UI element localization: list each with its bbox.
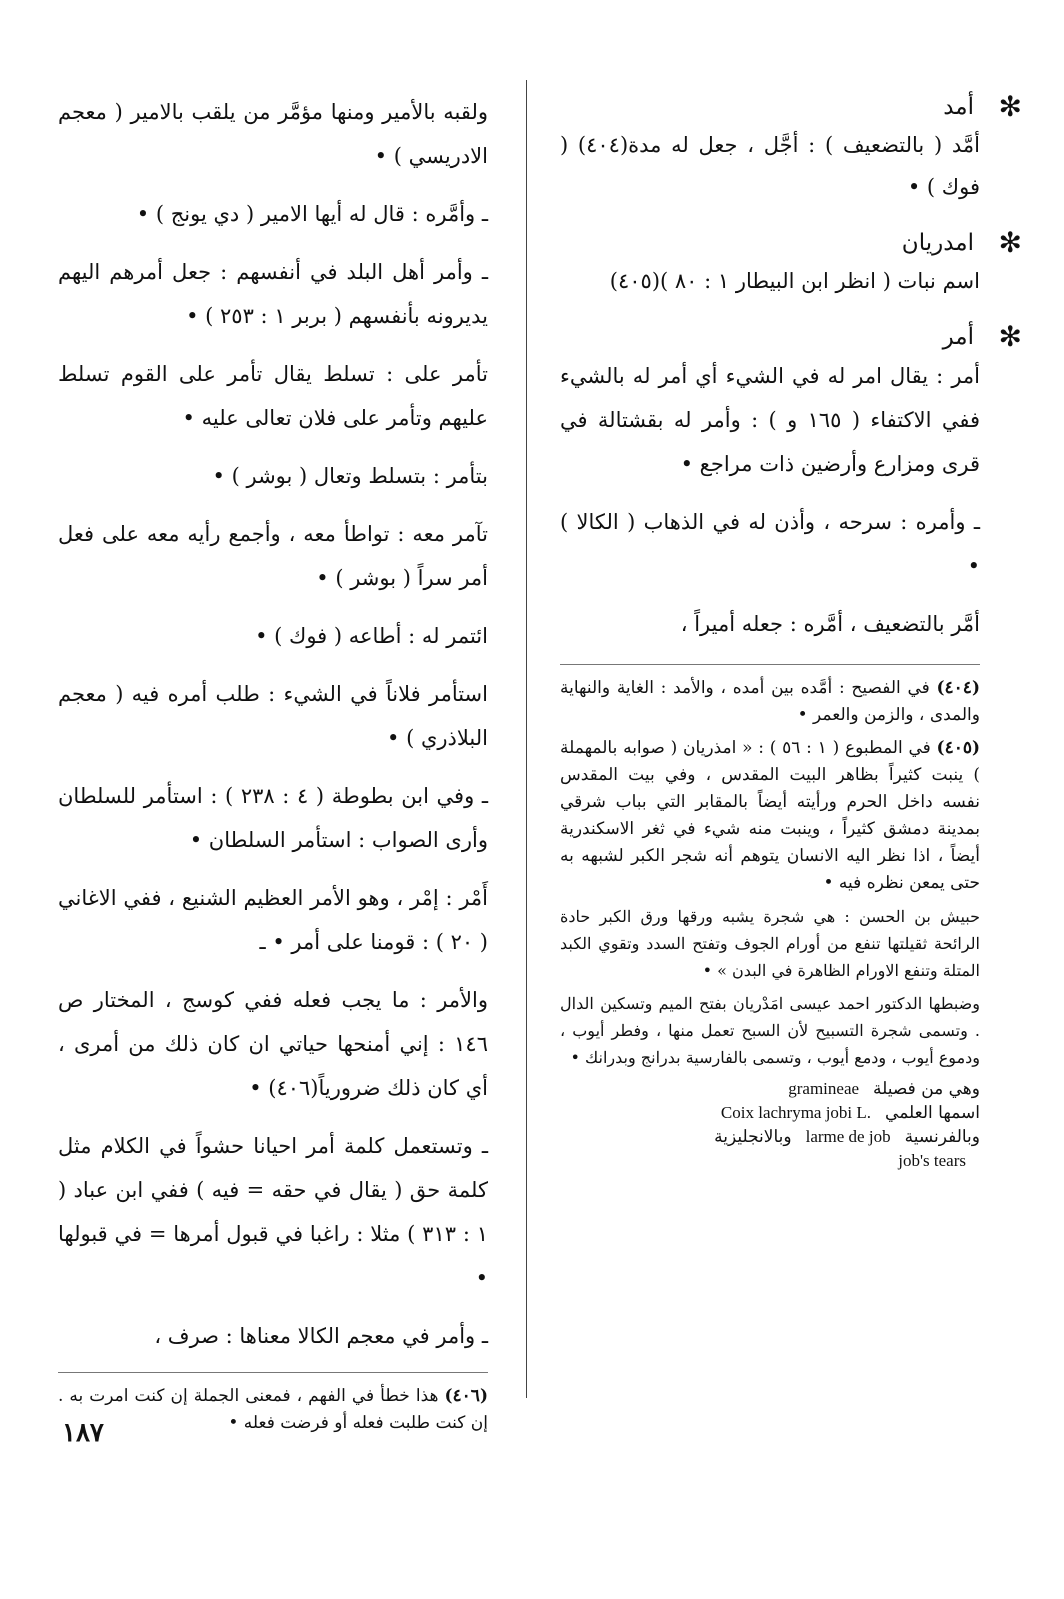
entry-definition: اسم نبات ( انظر ابن البيطار ١ : ٨٠ )(٤٠٥): [609, 269, 980, 293]
footnote-text: في المطبوع ( ١ : ٥٦ ) : « امذريان ( صوابه بالمهملة ) ينبت كثيراً بظاهر البيت المقدس ، وفي بيت المقدس نفسه داخل الحرم ورأيته أيضاً بالمقابر التي بباب شرقي بمدينة دمشق كثيراً ، وينبت منه شيء في ثغر الاسكندرية أيضاً ، اذا نظر اليه الانسان يتوهم أنه شجر الكبر لشبهه به حتى يمعن نظره فيه •: [560, 738, 980, 893]
latin-name-row: [560, 1077, 980, 1101]
footnote-continuation: حبيش بن الحسن : هي شجرة يشبه ورقها ورق الكبر حادة الرائحة ثقيلتها تنفع من أورام الجوف وتفتح السدد وتقوي الكبد المتلة وتنفع الاورام الظاهرة في البدن » •: [560, 907, 980, 980]
footnote-number: (٤٠٦): [444, 1386, 488, 1406]
latin-name: larme de job: [805, 1127, 891, 1146]
paragraph: ائتمر له : أطاعه ( فوك ) •: [255, 624, 488, 648]
arabic-label: اسمها العلمي: [885, 1103, 980, 1123]
footnote-rule: [560, 664, 980, 665]
footnote-rule: [58, 1372, 488, 1373]
footnote: [560, 675, 980, 729]
asterisk-icon: ✻: [998, 320, 1022, 353]
headword-text: امدريان: [901, 230, 974, 256]
latin-name: Coix lachryma jobi L.: [720, 1103, 872, 1122]
right-column: [560, 90, 1022, 1173]
paragraph: استأمر فلاناً في الشيء : طلب أمره فيه ( معجم البلاذري ) •: [58, 682, 488, 750]
paragraph: والأمر : ما يجب فعله ففي كوسج ، المختار ص ١٤٦ : إني أمنحها حياتي ان كان ذلك من أمرى ، أي كان ذلك ضرورياً(٤٠٦) •: [58, 988, 488, 1100]
arabic-label: وهي من فصيلة: [873, 1079, 980, 1099]
left-column: [58, 90, 488, 1443]
footnote-text: في الفصيح : أمَّده بين أمده ، والأمد : الغاية والنهاية والمدى ، والزمن والعمر •: [560, 678, 980, 725]
entry-headword: [560, 90, 1022, 124]
asterisk-icon: ✻: [998, 90, 1022, 123]
entry-headword: [560, 226, 1022, 260]
footnote: [58, 1383, 488, 1437]
latin-name: job's tears: [898, 1151, 966, 1170]
entry-definition: أمر : يقال امر له في الشيء أي أمر له بالشيء ففي الاكتفاء ( ١٦٥ و ) : وأمر له بقشتالة في قرى ومزارع وأرضين ذات مراجع •: [560, 364, 980, 476]
footnote: [560, 735, 980, 897]
paragraph: تآمر معه : تواطأ معه ، وأجمع رأيه معه على فعل أمر سراً ( بوشر ) •: [58, 522, 488, 590]
latin-name-row: [560, 1125, 980, 1149]
asterisk-icon: ✻: [998, 226, 1022, 259]
paragraph: ولقبه بالأمير ومنها مؤمَّر من يلقب بالامير ( معجم الادريسي ) •: [58, 100, 488, 168]
headword-text: أمر: [942, 324, 974, 350]
entry-definition: ـ وأمره : سرحه ، وأذن له في الذهاب ( الكالا ) •: [560, 510, 980, 578]
column-divider: [526, 80, 527, 1398]
footnote-continuation: وضبطها الدكتور احمد عيسى امَدْريان بفتح الميم وتسكين الدال . وتسمى شجرة التسبيح لأن السبح تعمل منها ، وفطر أيوب ، ودموع أيوب ، ودمع أيوب ، وتسمى بالفارسية بدرانج وبدرانك •: [560, 994, 980, 1067]
latin-name-row: [560, 1101, 980, 1125]
footnote-text: هذا خطأ في الفهم ، فمعنى الجملة إن كنت امرت به . إن كنت طلبت فعله أو فرضت فعله •: [58, 1386, 488, 1433]
footnote-number: (٤٠٤): [936, 678, 980, 698]
headword-text: أمد: [943, 94, 974, 120]
entry-headword: [560, 320, 1022, 354]
arabic-label: وبالفرنسية: [904, 1127, 980, 1147]
entry-definition: أمَّر بالتضعيف ، أمَّره : جعله أميراً ،: [680, 612, 980, 636]
entry-amad: [560, 90, 1022, 208]
paragraph: ـ وفي ابن بطوطة ( ٤ : ٢٣٨ ) : استأمر للسلطان وأرى الصواب : استأمر السلطان •: [58, 784, 488, 852]
paragraph: ـ وأمر في معجم الكالا معناها : صرف ،: [154, 1324, 488, 1348]
paragraph: ـ وأمَّره : قال له أيها الامير ( دي يونج ) •: [136, 202, 488, 226]
paragraph: بتأمر : بتسلط وتعال ( بوشر ) •: [212, 464, 488, 488]
entry-amdaryan: [560, 226, 1022, 302]
entry-amr: [560, 320, 1022, 646]
paragraph: تأمر على : تسلط يقال تأمر على القوم تسلط عليهم وتأمر على فلان تعالى عليه •: [58, 362, 488, 430]
footnote-number: (٤٠٥): [936, 738, 981, 758]
arabic-label: وبالانجليزية: [714, 1127, 792, 1147]
paragraph: ـ وأمر أهل البلد في أنفسهم : جعل أمرهم اليهم يديرونه بأنفسهم ( بربر ١ : ٢٥٣ ) •: [58, 260, 488, 328]
latin-name: gramineae: [788, 1079, 860, 1098]
paragraph: ـ وتستعمل كلمة أمر احيانا حشواً في الكلام مثل كلمة حق ( يقال في حقه = فيه ) ففي ابن عباد ( ١ : ٣١٣ ) مثلا : راغبا في قبول أمرها = في قبولها •: [58, 1134, 488, 1290]
latin-name-row: [560, 1149, 980, 1173]
paragraph: أَمْر : إمْر ، وهو الأمر العظيم الشنيع ، ففي الاغاني ( ٢٠ ) : قومنا على أمر • ـ: [58, 886, 489, 954]
page-number: ١٨٧: [62, 1418, 104, 1448]
entry-definition: أمَّد ( بالتضعيف ) : أجَّل ، جعل له مدة(٤٠٤) ( فوك ) •: [560, 133, 980, 199]
